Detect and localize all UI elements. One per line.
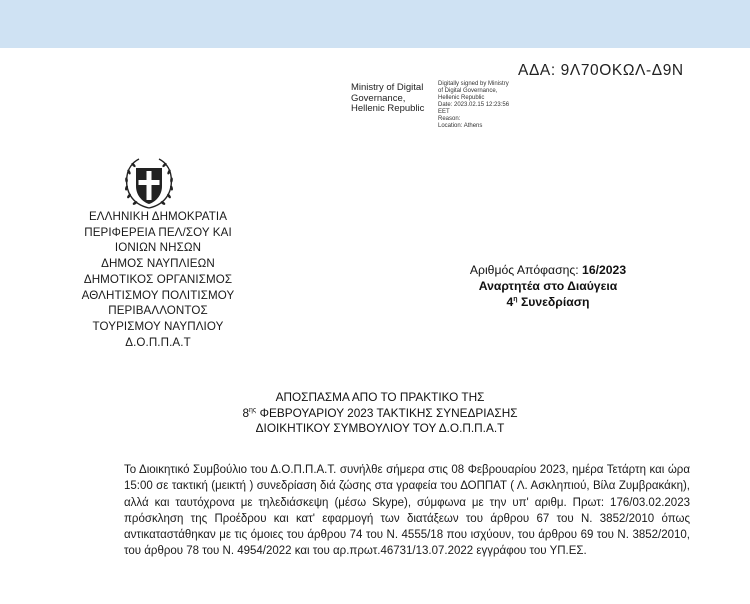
decision-number-line <box>438 262 658 278</box>
excerpt-line-1: ΑΠΟΣΠΑΣΜΑ ΑΠΟ ΤΟ ΠΡΑΚΤΙΚΟ ΤΗΣ <box>275 390 485 404</box>
issuing-authority-header <box>58 209 258 350</box>
signature-detail-line: EET <box>438 109 450 115</box>
header-line: Δ.Ο.Π.Π.Α.Τ <box>125 335 191 349</box>
signature-detail-line: Location: Athens <box>438 123 483 129</box>
header-line: ΙΟΝΙΩΝ ΝΗΣΩΝ <box>114 241 202 255</box>
session-number <box>438 294 658 310</box>
excerpt-day: 8 <box>242 405 250 420</box>
excerpt-line-2 <box>190 406 570 422</box>
decision-number-label: Αριθμός Απόφασης: <box>469 263 579 277</box>
signer-line: Ministry of Digital <box>351 82 424 93</box>
decision-block <box>438 262 658 310</box>
signer-line: Governance, <box>351 92 406 104</box>
header-line: ΠΕΡΙΒΑΛΛΟΝΤΟΣ <box>108 304 208 318</box>
diavgeia-posting-note: Αναρτητέα στο Διαύγεια <box>478 279 618 293</box>
signer-line: Hellenic Republic <box>351 103 425 114</box>
hellenic-emblem-icon <box>121 156 177 212</box>
decision-number-value: 16/2023 <box>582 263 627 277</box>
header-line: ΕΛΛΗΝΙΚΗ ΔΗΜΟΚΡΑΤΙΑ <box>88 210 228 223</box>
header-line: ΤΟΥΡΙΣΜΟΥ ΝΑΥΠΛΙΟΥ <box>92 319 224 333</box>
header-line: ΠΕΡΙΦΕΡΕΙΑ ΠΕΛ/ΣΟΥ ΚΑΙ <box>84 225 232 239</box>
session-label: Συνεδρίαση <box>520 295 590 309</box>
session-num: 4 <box>506 295 514 309</box>
signature-details <box>438 81 509 130</box>
header-line: ΔΗΜΟΣ ΝΑΥΠΛΙΕΩΝ <box>101 257 215 271</box>
excerpt-day-sup: ης <box>249 406 257 414</box>
signature-detail-line: Date: 2023.02.15 12:23:56 <box>438 102 510 108</box>
signature-signer <box>351 83 424 115</box>
session-sup: η <box>513 295 518 303</box>
header-line: ΔΗΜΟΤΙΚΟΣ ΟΡΓΑΝΙΣΜΟΣ <box>83 272 233 286</box>
signature-detail-line: Hellenic Republic <box>438 95 485 101</box>
header-line: ΑΘΛΗΤΙΣΜΟΥ ΠΟΛΙΤΙΣΜΟΥ <box>81 288 235 302</box>
signature-detail-line: of Digital Governance, <box>438 88 498 94</box>
excerpt-line-3: ΔΙΟΙΚΗΤΙΚΟΥ ΣΥΜΒΟΥΛΙΟΥ ΤΟΥ Δ.Ο.Π.Π.Α.Τ <box>255 421 505 436</box>
ada-code: ΑΔΑ: 9Λ70ΟΚΩΛ-Δ9Ν <box>518 62 684 79</box>
signature-detail-line: Digitally signed by Ministry <box>438 81 509 87</box>
minutes-body-paragraph: Το Διοικητικό Συμβούλιο του Δ.Ο.Π.Π.Α.Τ. συνήλθε σήμερα στις 08 Φεβρουαρίου 2023, ημέρα Τετάρτη και ώρα 15:00 σε τακτική (μεικτή ) συνεδρίαση διά ζώσης στα γραφεία του ΔΟΠΠΑΤ ( Λ. Ασκληπιού, Βίλα Ζυμβρακάκη), αλλά και ταυτόχρονα με τηλεδιάσκεψη (μέσω Skype), σύμφωνα με την υπ' αριθμ. Πρωτ: 176/03.02.2023 πρόσκληση της Προέδρου και κατ' εφαρμογή των διατάξεων του άρθρου 67 του Ν. 3852/2010 όπως αντικαταστάθηκαν με τις όμοιες του άρθρου 74 του Ν. 4555/18 που ισχύουν, του άρθρου 69 του Ν. 3852/2010, του άρθρου 78 του Ν. 4954/2022 και του αρ.πρωτ.46731/13.07.2022 εγγράφου του ΥΠ.ΕΣ. <box>124 464 690 558</box>
signature-detail-line: Reason: <box>438 116 461 122</box>
top-banner <box>0 0 750 48</box>
excerpt-line-2-rest: ΦΕΒΡΟΥΑΡΙΟΥ 2023 ΤΑΚΤΙΚΗΣ ΣΥΝΕΔΡΙΑΣΗΣ <box>259 405 518 420</box>
excerpt-title <box>190 390 570 437</box>
